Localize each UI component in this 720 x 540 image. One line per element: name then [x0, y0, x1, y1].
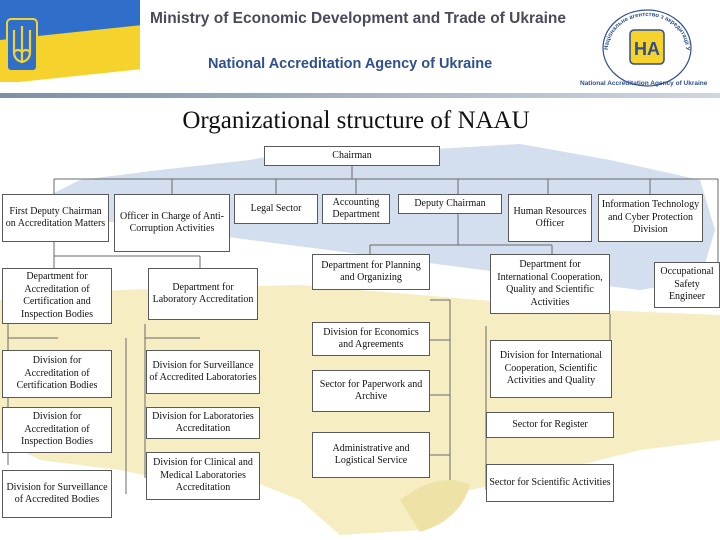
- dept-cert-insp-box: Department for Accreditation of Certification and Inspection Bodies: [2, 268, 112, 324]
- deputy-chairman-box: Deputy Chairman: [398, 194, 502, 214]
- it-cyber-protection-box: Information Technology and Cyber Protection Division: [598, 194, 703, 242]
- div-clinical-labs-box: Division for Clinical and Medical Laboratories Accreditation: [146, 452, 260, 500]
- div-surv-bodies-box: Division for Surveillance of Accredited Bodies: [2, 470, 112, 518]
- sector-scientific-box: Sector for Scientific Activities: [486, 464, 614, 502]
- first-deputy-chairman-box: First Deputy Chairman on Accreditation Matters: [2, 194, 109, 242]
- div-economics-box: Division for Economics and Agreements: [312, 322, 430, 356]
- sector-paperwork-box: Sector for Paperwork and Archive: [312, 370, 430, 412]
- sector-register-box: Sector for Register: [486, 412, 614, 438]
- div-international-box: Division for International Cooperation, Scientific Activities and Quality: [490, 340, 612, 398]
- human-resources-officer-box: Human Resources Officer: [508, 194, 592, 242]
- ministry-title: Ministry of Economic Development and Trade of Ukraine: [150, 10, 567, 27]
- legal-sector-box: Legal Sector: [234, 194, 318, 224]
- logo-caption: National Accreditation Agency of Ukraine: [580, 80, 708, 87]
- anti-corruption-officer-box: Officer in Charge of Anti-Corruption Activities: [114, 194, 230, 252]
- div-surv-labs-box: Division for Surveillance of Accredited Laboratories: [146, 350, 260, 394]
- accounting-department-box: Accounting Department: [322, 194, 390, 224]
- occupational-safety-box: Occupational Safety Engineer: [654, 262, 720, 308]
- chairman-box: Chairman: [264, 146, 440, 166]
- div-insp-bodies-box: Division for Accreditation of Inspection Bodies: [2, 407, 112, 453]
- div-lab-accreditation-box: Division for Laboratories Accreditation: [146, 407, 260, 439]
- dept-planning-box: Department for Planning and Organizing: [312, 254, 430, 290]
- div-admin-logistical-box: Administrative and Logistical Service: [312, 432, 430, 478]
- div-cert-bodies-box: Division for Accreditation of Certification Bodies: [2, 350, 112, 398]
- logo-letters: НА: [634, 39, 660, 59]
- dept-international-box: Department for International Cooperation, Quality and Scientific Activities: [490, 254, 610, 314]
- agency-title: National Accreditation Agency of Ukraine: [208, 56, 493, 72]
- logo-ring-text: Національне агентство з акредитації У: [603, 11, 691, 51]
- dept-lab-accreditation-box: Department for Laboratory Accreditation: [148, 268, 258, 320]
- page-title: Organizational structure of NAAU: [182, 107, 530, 134]
